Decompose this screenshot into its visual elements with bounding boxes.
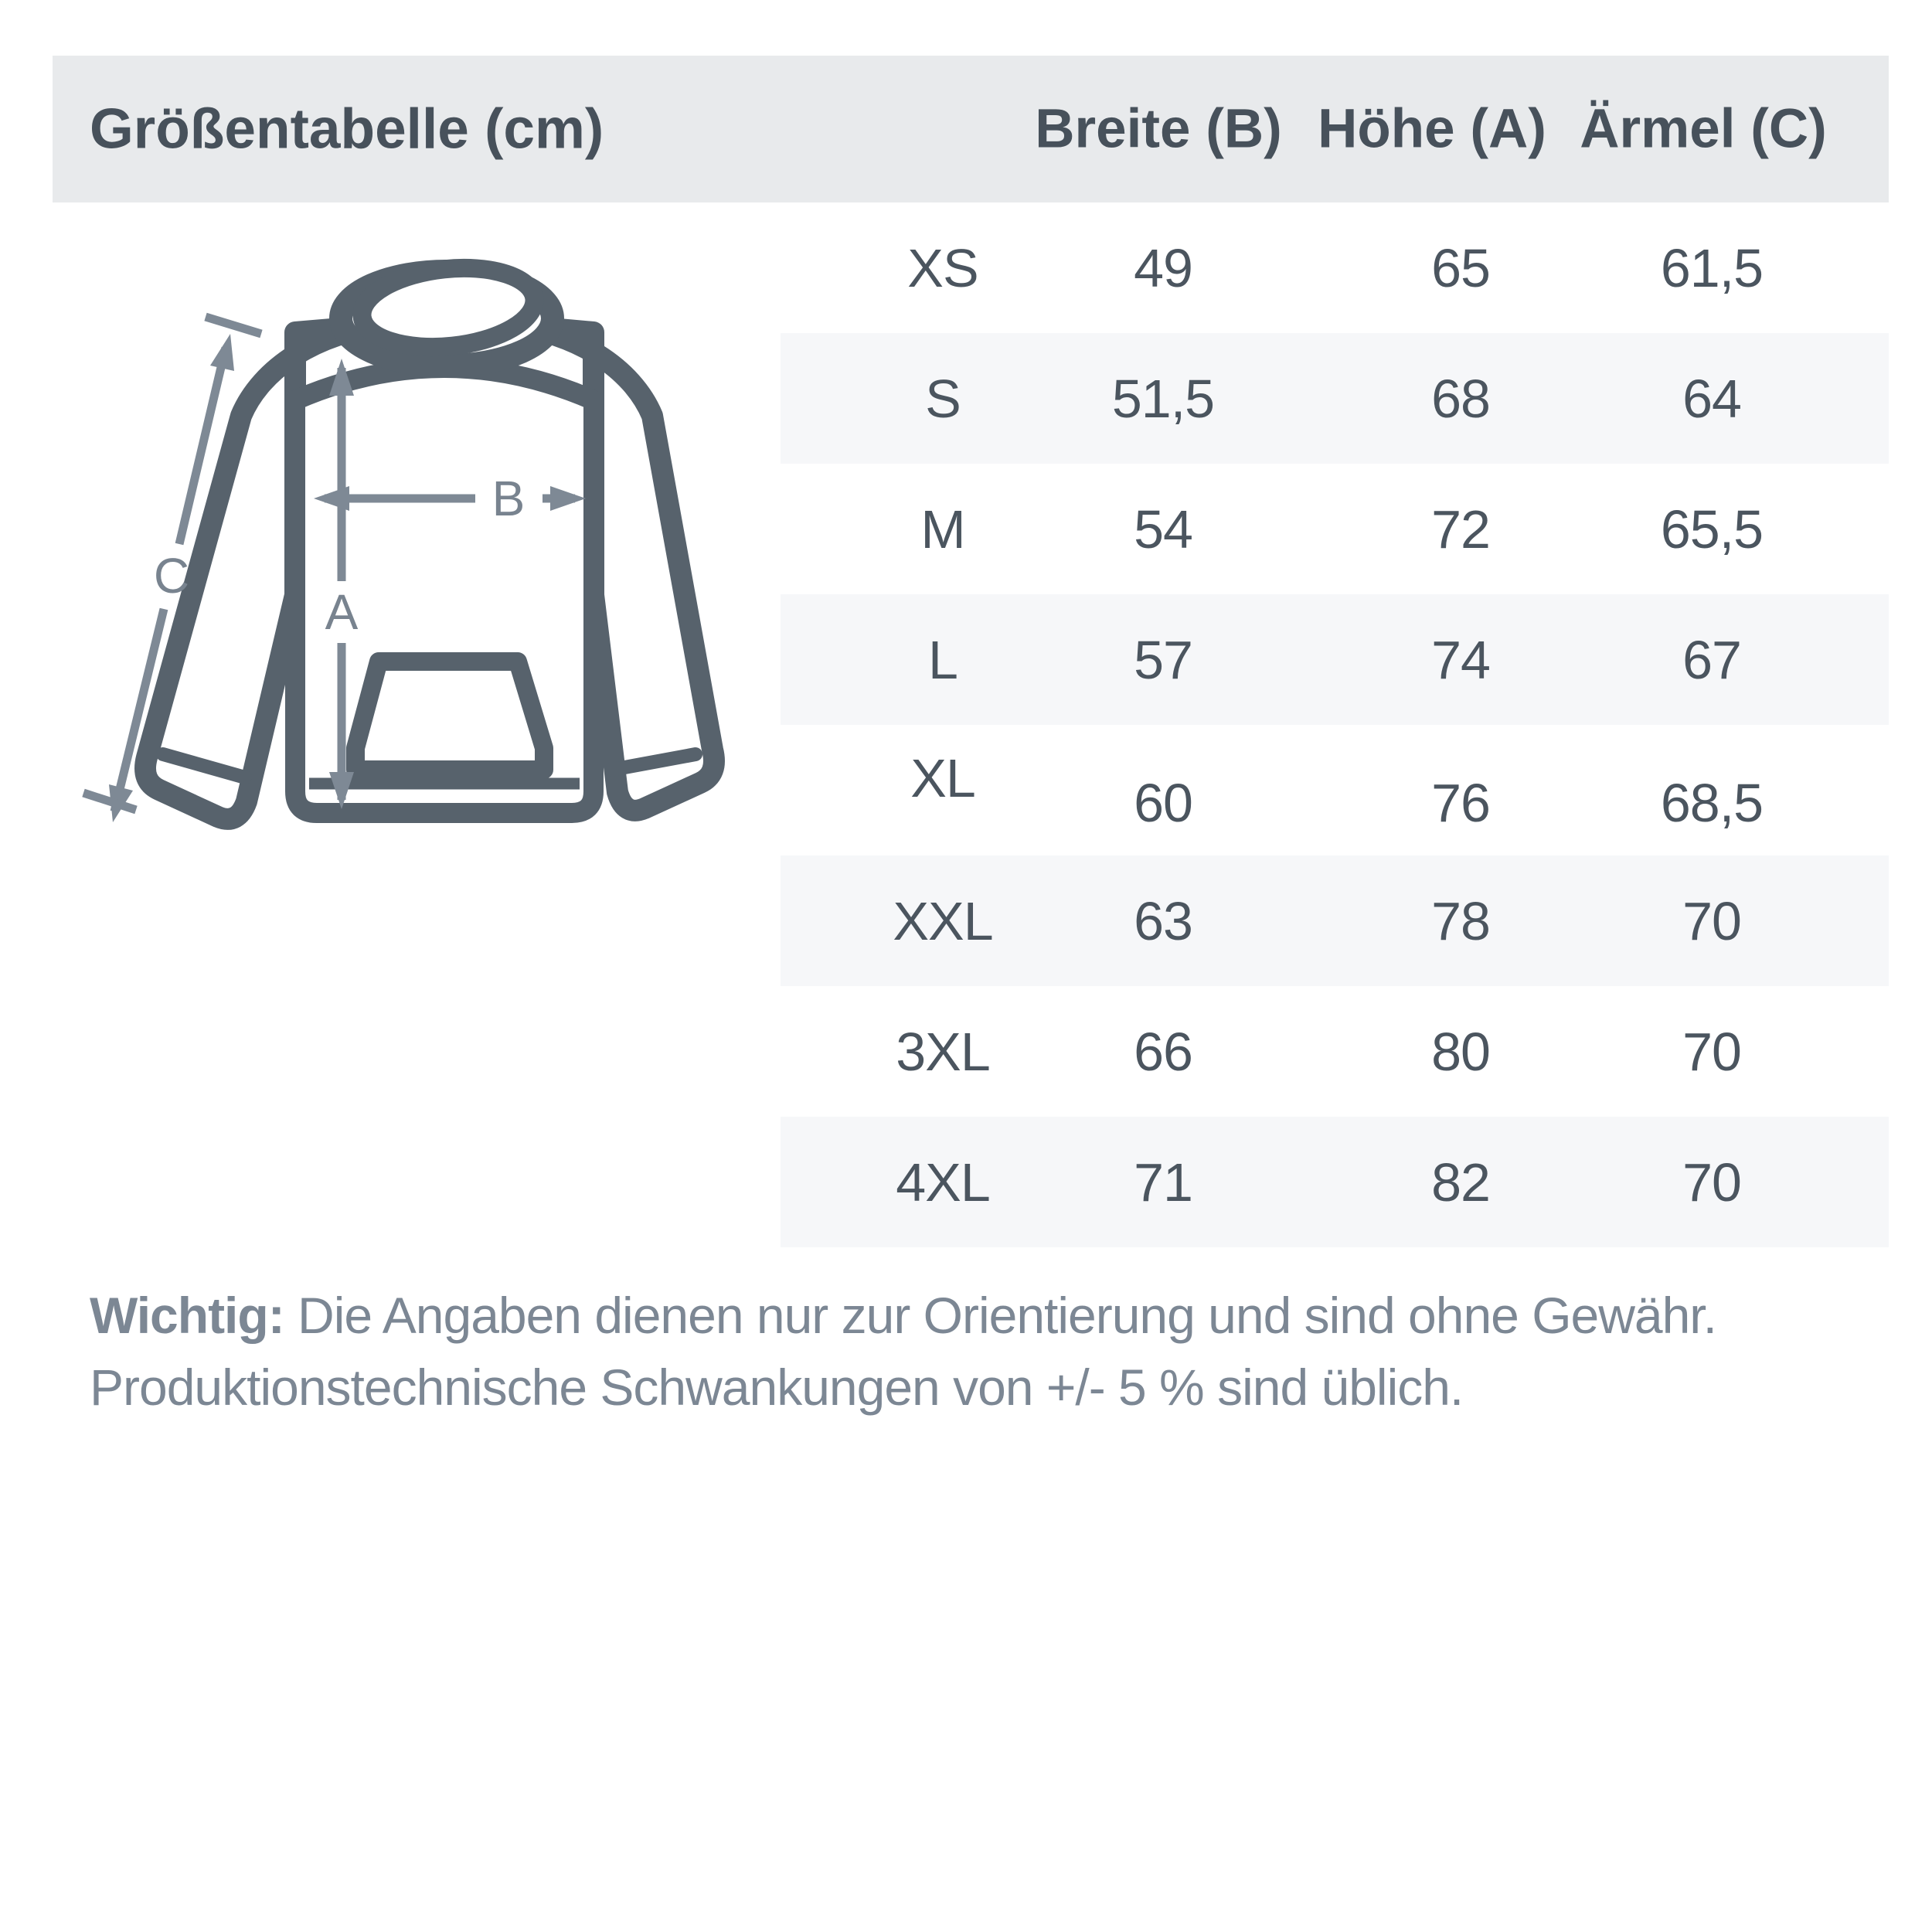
value-hoehe: 76 xyxy=(1431,772,1490,833)
value-hoehe: 82 xyxy=(1431,1151,1490,1213)
size-label: 4XL xyxy=(896,1151,990,1213)
value-aermel: 65,5 xyxy=(1660,498,1764,560)
table-row-s xyxy=(781,333,1889,464)
value-aermel: 67 xyxy=(1682,629,1741,690)
table-row-xxl xyxy=(781,855,1889,986)
value-breite: 51,5 xyxy=(1111,368,1215,429)
table-row-xs xyxy=(781,202,1889,333)
value-hoehe: 72 xyxy=(1431,498,1490,560)
page-title: Größentabelle (cm) xyxy=(90,97,604,161)
table-row-l xyxy=(781,594,1889,725)
value-aermel: 70 xyxy=(1682,890,1741,951)
value-aermel: 68,5 xyxy=(1660,772,1764,833)
footer-line2: Produktionstechnische Schwankungen von +/- 5 % sind üblich. xyxy=(90,1359,1464,1416)
value-breite: 66 xyxy=(1134,1021,1192,1082)
size-label: XXL xyxy=(893,890,993,951)
value-hoehe: 65 xyxy=(1431,237,1490,298)
footer-note xyxy=(90,1280,1883,1423)
table-row-m xyxy=(781,464,1889,594)
value-breite: 63 xyxy=(1134,890,1192,951)
sleeve-arrow-label: C xyxy=(153,548,190,604)
value-breite: 60 xyxy=(1134,772,1192,833)
value-aermel: 70 xyxy=(1682,1021,1741,1082)
size-label: S xyxy=(925,368,961,429)
table-row-3xl xyxy=(781,986,1889,1117)
value-breite: 54 xyxy=(1134,498,1192,560)
footer-emphasis: Wichtig: xyxy=(90,1287,284,1344)
hoodie-diagram xyxy=(62,216,796,873)
col-header-hoehe: Höhe (A) xyxy=(1318,98,1546,160)
size-label: 3XL xyxy=(896,1021,990,1082)
col-header-aermel: Ärmel (C) xyxy=(1580,98,1827,160)
table-row-4xl xyxy=(781,1117,1889,1247)
size-label: M xyxy=(920,498,965,560)
footer-line1: Die Angaben dienen nur zur Orientierung und sind ohne Gewähr. xyxy=(298,1287,1716,1344)
value-aermel: 64 xyxy=(1682,368,1741,429)
value-aermel: 61,5 xyxy=(1660,237,1764,298)
size-label: L xyxy=(928,629,957,690)
table-row-xl xyxy=(781,725,1889,855)
value-breite: 71 xyxy=(1134,1151,1192,1213)
size-label: XL xyxy=(910,747,975,808)
col-header-breite: Breite (B) xyxy=(1035,98,1282,160)
value-hoehe: 74 xyxy=(1431,629,1490,690)
value-hoehe: 68 xyxy=(1431,368,1490,429)
value-breite: 49 xyxy=(1134,237,1192,298)
size-label: XS xyxy=(907,237,978,298)
value-hoehe: 78 xyxy=(1431,890,1490,951)
value-breite: 57 xyxy=(1134,629,1192,690)
height-arrow-label: A xyxy=(325,584,359,640)
value-hoehe: 80 xyxy=(1431,1021,1490,1082)
width-arrow-label: B xyxy=(492,471,526,526)
value-aermel: 70 xyxy=(1682,1151,1741,1213)
kangaroo-pocket xyxy=(355,662,544,770)
